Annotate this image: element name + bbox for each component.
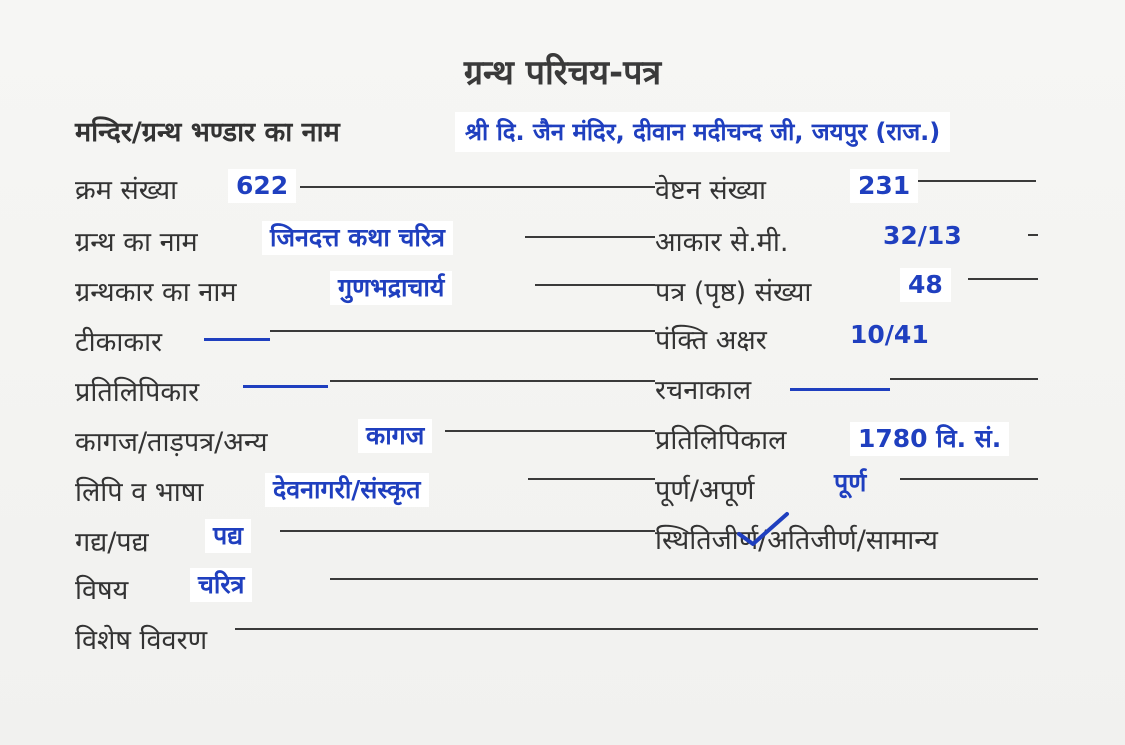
copyist-label: प्रतिलिपिकार bbox=[75, 377, 200, 408]
condition-label: स्थितिजीर्ण/अतिजीर्ण/सामान्य bbox=[655, 525, 938, 556]
rule-line bbox=[900, 478, 1038, 480]
condition-selected: जीर्ण bbox=[711, 525, 759, 556]
temple-name-label: मन्दिर/ग्रन्थ भण्डार का नाम bbox=[75, 117, 340, 148]
prose-verse-value: पद्य bbox=[205, 519, 251, 553]
rule-line bbox=[968, 278, 1038, 280]
page-count-label: पत्र (पृष्ठ) संख्या bbox=[655, 277, 812, 308]
lines-letters-value: 10/41 bbox=[850, 320, 929, 349]
author-name-label: ग्रन्थकार का नाम bbox=[75, 277, 237, 308]
composition-period-label: रचनाकाल bbox=[655, 375, 752, 406]
complete-incomplete-label: पूर्ण/अपूर्ण bbox=[655, 475, 755, 506]
rule-line bbox=[528, 478, 655, 480]
rule-line bbox=[535, 284, 655, 286]
material-label: कागज/ताड़पत्र/अन्य bbox=[75, 427, 268, 458]
bundle-number-value: 231 bbox=[850, 169, 918, 203]
subject-value: चरित्र bbox=[190, 568, 252, 602]
card-title: ग्रन्थ परिचय-पत्र bbox=[463, 53, 662, 93]
blank-dash bbox=[790, 388, 890, 391]
rule-line bbox=[270, 330, 655, 332]
script-language-value: देवनागरी/संस्कृत bbox=[265, 473, 429, 507]
copy-period-value: 1780 वि. सं. bbox=[850, 422, 1009, 456]
rule-line bbox=[300, 186, 655, 188]
rule-line bbox=[280, 530, 655, 532]
checkmark-icon bbox=[735, 510, 791, 550]
book-name-label: ग्रन्थ का नाम bbox=[75, 227, 198, 258]
material-value: कागज bbox=[358, 419, 432, 453]
size-label: आकार से.मी. bbox=[655, 227, 789, 258]
prose-verse-label: गद्य/पद्य bbox=[75, 527, 149, 558]
temple-name-value: श्री दि. जैन मंदिर, दीवान मदीचन्द जी, जयपुर (राज.) bbox=[455, 112, 950, 152]
special-details-label: विशेष विवरण bbox=[75, 625, 208, 656]
blank-dash bbox=[243, 385, 328, 388]
size-value: 32/13 bbox=[883, 221, 962, 250]
subject-label: विषय bbox=[75, 575, 129, 606]
bundle-number-label: वेष्टन संख्या bbox=[655, 175, 767, 206]
book-name-value: जिनदत्त कथा चरित्र bbox=[262, 221, 453, 255]
blank-dash bbox=[204, 338, 270, 341]
complete-incomplete-value: पूर्ण bbox=[834, 468, 867, 497]
serial-number-label: क्रम संख्या bbox=[75, 175, 178, 206]
rule-line bbox=[1028, 234, 1038, 236]
page-count-value: 48 bbox=[900, 268, 951, 302]
rule-line bbox=[918, 180, 1036, 182]
copy-period-label: प्रतिलिपिकाल bbox=[655, 425, 787, 456]
serial-number-value: 622 bbox=[228, 169, 296, 203]
rule-line bbox=[235, 628, 1038, 630]
script-language-label: लिपि व भाषा bbox=[75, 477, 204, 508]
author-name-value: गुणभद्राचार्य bbox=[330, 271, 452, 305]
rule-line bbox=[445, 430, 655, 432]
commentator-label: टीकाकार bbox=[75, 327, 163, 358]
rule-line bbox=[330, 578, 1038, 580]
rule-line bbox=[890, 378, 1038, 380]
rule-line bbox=[330, 380, 655, 382]
rule-line bbox=[525, 236, 655, 238]
lines-letters-label: पंक्ति अक्षर bbox=[655, 325, 767, 356]
